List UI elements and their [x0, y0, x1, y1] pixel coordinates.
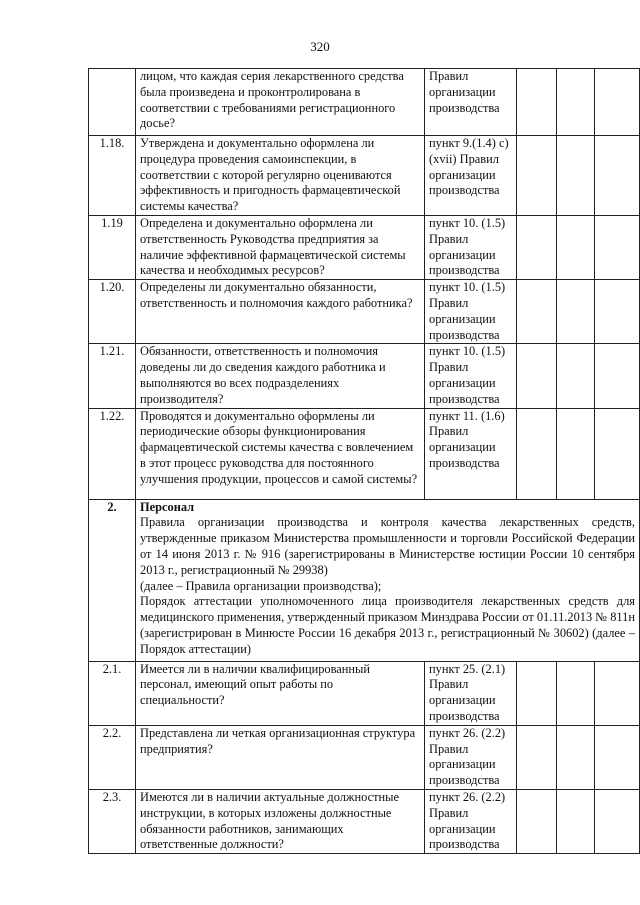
- question-cell: Обязанности, ответственность и полномочия доведены ли до сведения каждого работника и выполняются во всех подразделениях производителя?: [136, 344, 425, 408]
- row-number: 2.3.: [89, 789, 136, 853]
- table-row: [89, 280, 640, 344]
- answer-yes-cell: [517, 344, 557, 408]
- question-cell: Представлена ли четкая организационная структура предприятия?: [136, 725, 425, 789]
- section-paragraph: Порядок аттестации уполномоченного лица производителя лекарственных средств для медицинского применения, утвержденный приказом Минздрава России от 01.11.2013 № 811н (зарегистрирован в Минюсте России 16 декабря 2013 г., регистрационный № 30602) (далее – Порядок аттестации): [140, 594, 635, 656]
- reference-cell: пункт 10. (1.5) Правил организации производства: [425, 215, 517, 279]
- table-row: [89, 789, 640, 853]
- reference-cell: Правил организации производства: [425, 69, 517, 136]
- note-cell: [595, 725, 640, 789]
- reference-cell: пункт 11. (1.6) Правил организации производства: [425, 408, 517, 499]
- answer-yes-cell: [517, 136, 557, 216]
- row-number: 1.18.: [89, 136, 136, 216]
- note-cell: [595, 215, 640, 279]
- reference-cell: пункт 26. (2.2) Правил организации производства: [425, 789, 517, 853]
- question-cell: Имеются ли в наличии актуальные должностные инструкции, в которых изложены должностные обязанности работников, занимающих ответственные должности?: [136, 789, 425, 853]
- table-row: [89, 215, 640, 279]
- note-cell: [595, 661, 640, 725]
- answer-no-cell: [557, 408, 595, 499]
- question-cell: Определены ли документально обязанности, ответственность и полномочия каждого работника?: [136, 280, 425, 344]
- page-number: 320: [310, 39, 330, 54]
- reference-cell: пункт 10. (1.5) Правил организации производства: [425, 280, 517, 344]
- section-title: Персонал: [140, 499, 195, 514]
- question-cell: Утверждена и документально оформлена ли процедура проведения самоинспекции, в соответствии с которой регулярно оцениваются эффективность и пригодность фармацевтической системы качества?: [136, 136, 425, 216]
- note-cell: [595, 280, 640, 344]
- question-cell: Имеется ли в наличии квалифицированный персонал, имеющий опыт работы по специальности?: [136, 661, 425, 725]
- answer-no-cell: [557, 344, 595, 408]
- answer-yes-cell: [517, 215, 557, 279]
- row-number: 1.20.: [89, 280, 136, 344]
- table-row: [89, 725, 640, 789]
- table-row: [89, 69, 640, 136]
- checklist-table: [88, 68, 640, 854]
- answer-no-cell: [557, 136, 595, 216]
- answer-yes-cell: [517, 789, 557, 853]
- reference-cell: пункт 25. (2.1) Правил организации производства: [425, 661, 517, 725]
- row-number: 1.22.: [89, 408, 136, 499]
- reference-cell: пункт 10. (1.5) Правил организации производства: [425, 344, 517, 408]
- note-cell: [595, 789, 640, 853]
- question-cell: Проводятся и документально оформлены ли периодические обзоры функционирования фармацевтической системы качества с вовлечением в этот процесс руководства для постоянного улучшения продукции, процессов и самой системы?: [136, 408, 425, 499]
- answer-yes-cell: [517, 661, 557, 725]
- table-row: [89, 136, 640, 216]
- answer-no-cell: [557, 215, 595, 279]
- answer-yes-cell: [517, 725, 557, 789]
- section-row: [89, 499, 640, 661]
- table-row: [89, 661, 640, 725]
- reference-cell: пункт 26. (2.2) Правил организации производства: [425, 725, 517, 789]
- answer-no-cell: [557, 725, 595, 789]
- section-paragraph: Правила организации производства и контроля качества лекарственных средств, утвержденные приказом Министерства промышленности и торговли Российской Федерации от 14 июня 2013 г. № 916 (зарегистрированы в Министерстве юстиции России 10 сентября 2013 г., регистрационный № 29938): [140, 515, 635, 577]
- table-row: [89, 408, 640, 499]
- question-cell: Определена и документально оформлена ли ответственность Руководства предприятия за наличие эффективной фармацевтической системы качества и необходимых ресурсов?: [136, 215, 425, 279]
- row-number: 1.19: [89, 215, 136, 279]
- answer-no-cell: [557, 661, 595, 725]
- answer-yes-cell: [517, 280, 557, 344]
- row-number: 2.2.: [89, 725, 136, 789]
- answer-no-cell: [557, 789, 595, 853]
- section-number: 2.: [89, 499, 136, 661]
- answer-no-cell: [557, 280, 595, 344]
- note-cell: [595, 136, 640, 216]
- question-cell: лицом, что каждая серия лекарственного средства была произведена и проконтролирована в соответствии с требованиями регистрационного досье?: [136, 69, 425, 136]
- answer-yes-cell: [517, 408, 557, 499]
- note-cell: [595, 344, 640, 408]
- note-cell: [595, 408, 640, 499]
- section-paragraph: (далее – Правила организации производства);: [140, 578, 382, 593]
- row-number: [89, 69, 136, 136]
- answer-no-cell: [557, 69, 595, 136]
- row-number: 2.1.: [89, 661, 136, 725]
- row-number: 1.21.: [89, 344, 136, 408]
- answer-yes-cell: [517, 69, 557, 136]
- section-content: [136, 499, 640, 661]
- note-cell: [595, 69, 640, 136]
- table-row: [89, 344, 640, 408]
- reference-cell: пункт 9.(1.4) с) (xvii) Правил организации производства: [425, 136, 517, 216]
